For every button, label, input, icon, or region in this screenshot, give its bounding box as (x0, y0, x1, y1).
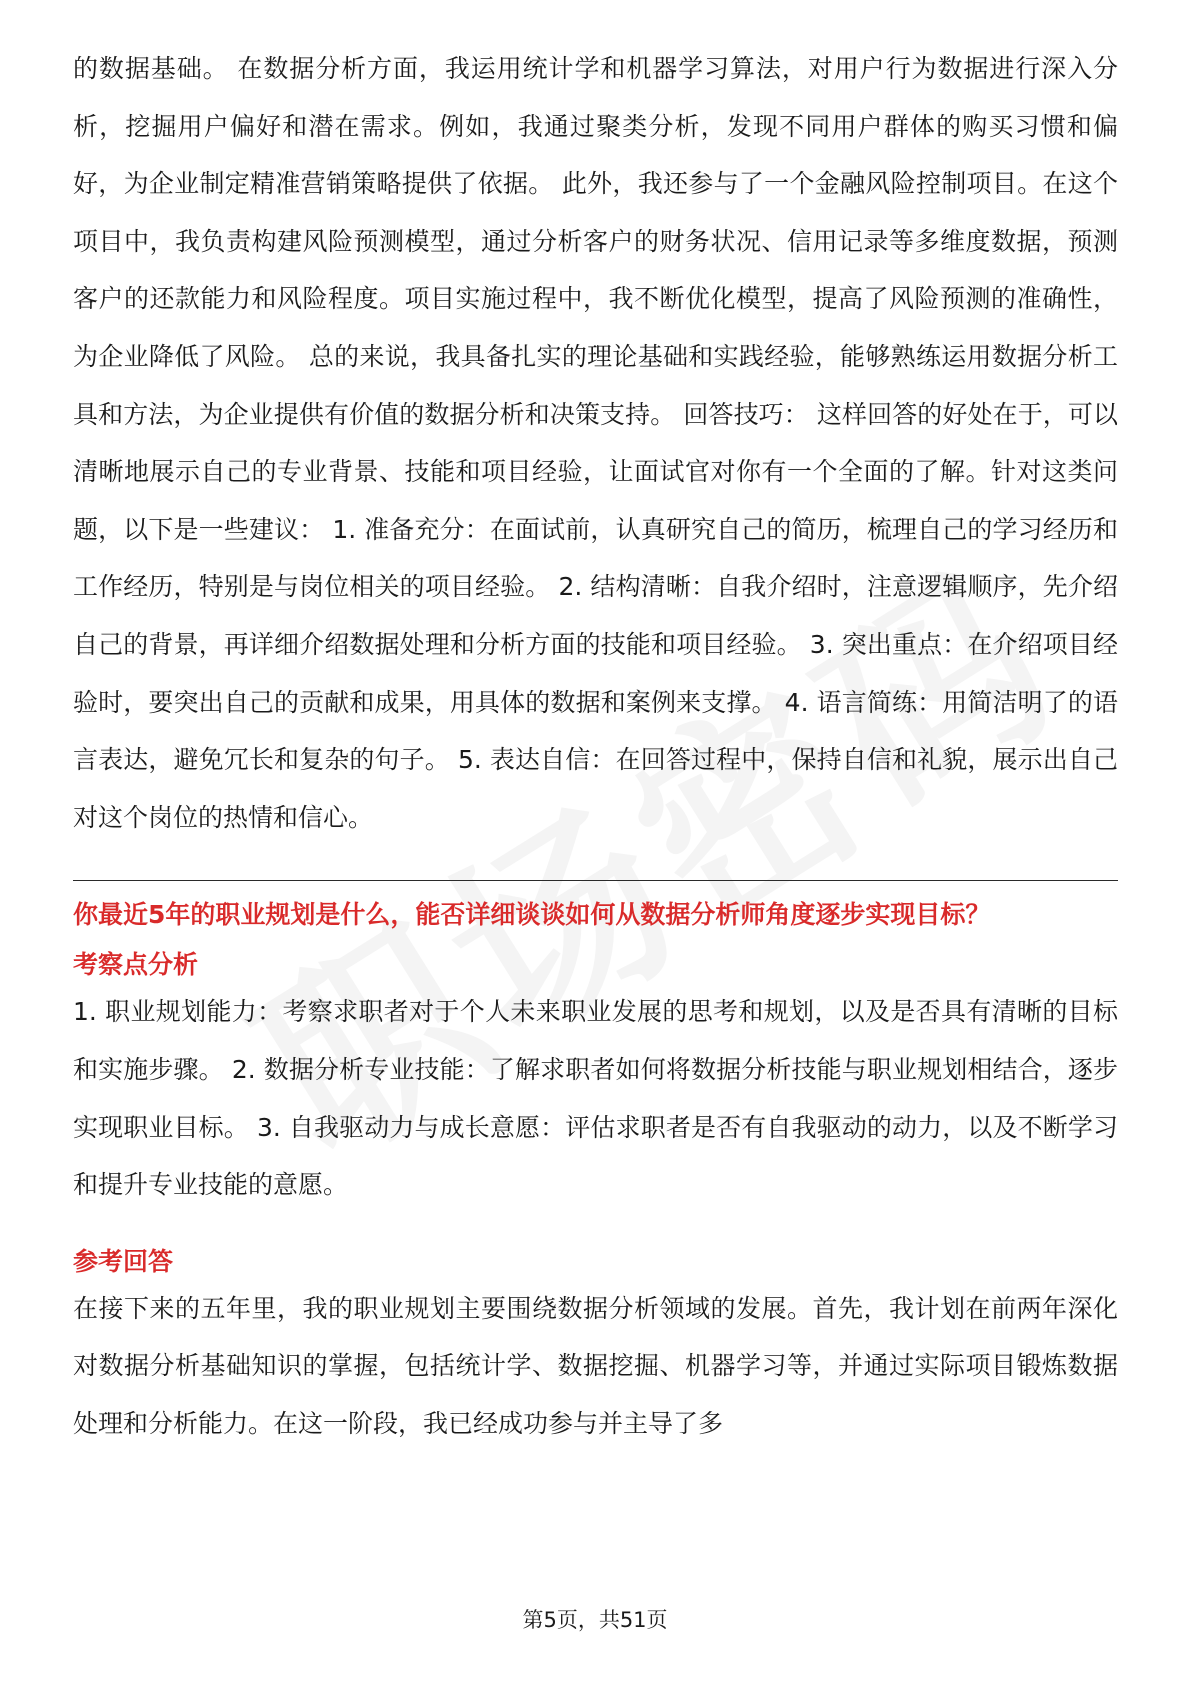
page-content (73, 40, 1118, 1452)
analysis-heading: 考察点分析 (73, 950, 199, 980)
page-number-footer: 第5页，共51页 (522, 1608, 668, 1632)
intro-paragraph: 的数据基础。 在数据分析方面，我运用统计学和机器学习算法，对用户行为数据进行深入分析，挖掘用户偏好和潜在需求。例如，我通过聚类分析，发现不同用户群体的购买习惯和偏好，为企业制定精准营销策略提供了依据。 此外，我还参与了一个金融风险控制项目。在这个项目中，我负责构建风险预测模型，通过分析客户的财务状况、信用记录等多维度数据，预测客户的还款能力和风险程度。项目实施过程中，我不断优化模型，提高了风险预测的准确性，为企业降低了风险。 总的来说，我具备扎实的理论基础和实践经验，能够熟练运用数据分析工具和方法，为企业提供有价值的数据分析和决策支持。 回答技巧： 这样回答的好处在于，可以清晰地展示自己的专业背景、技能和项目经验，让面试官对你有一个全面的了解。针对这类问题，以下是一些建议： 1. 准备充分：在面试前，认真研究自己的简历，梳理自己的学习经历和工作经历，特别是与岗位相关的项目经验。 2. 结构清晰：自我介绍时，注意逻辑顺序，先介绍自己的背景，再详细介绍数据处理和分析方面的技能和项目经验。 3. 突出重点：在介绍项目经验时，要突出自己的贡献和成果，用具体的数据和案例来支撑。 4. 语言简练：用简洁明了的语言表达，避免冗长和复杂的句子。 5. 表达自信：在回答过程中，保持自信和礼貌，展示出自己对这个岗位的热情和信心。 (73, 54, 1118, 832)
answer-paragraph: 在接下来的五年里，我的职业规划主要围绕数据分析领域的发展。首先，我计划在前两年深化对数据分析基础知识的掌握，包括统计学、数据挖掘、机器学习等，并通过实际项目锻炼数据处理和分析能力。在这一阶段，我已经成功参与并主导了多 (73, 1293, 1118, 1438)
analysis-paragraph: 1. 职业规划能力：考察求职者对于个人未来职业发展的思考和规划，以及是否具有清晰的目标和实施步骤。 2. 数据分析专业技能：了解求职者如何将数据分析技能与职业规划相结合，逐步实现职业目标。 3. 自我驱动力与成长意愿：评估求职者是否有自我驱动的动力，以及不断学习和提升专业技能的意愿。 (73, 997, 1118, 1200)
section-divider (73, 880, 1118, 881)
answer-heading: 参考回答 (73, 1246, 174, 1276)
interview-question: 你最近5年的职业规划是什么，能否详细谈谈如何从数据分析师角度逐步实现目标？ (73, 900, 991, 930)
